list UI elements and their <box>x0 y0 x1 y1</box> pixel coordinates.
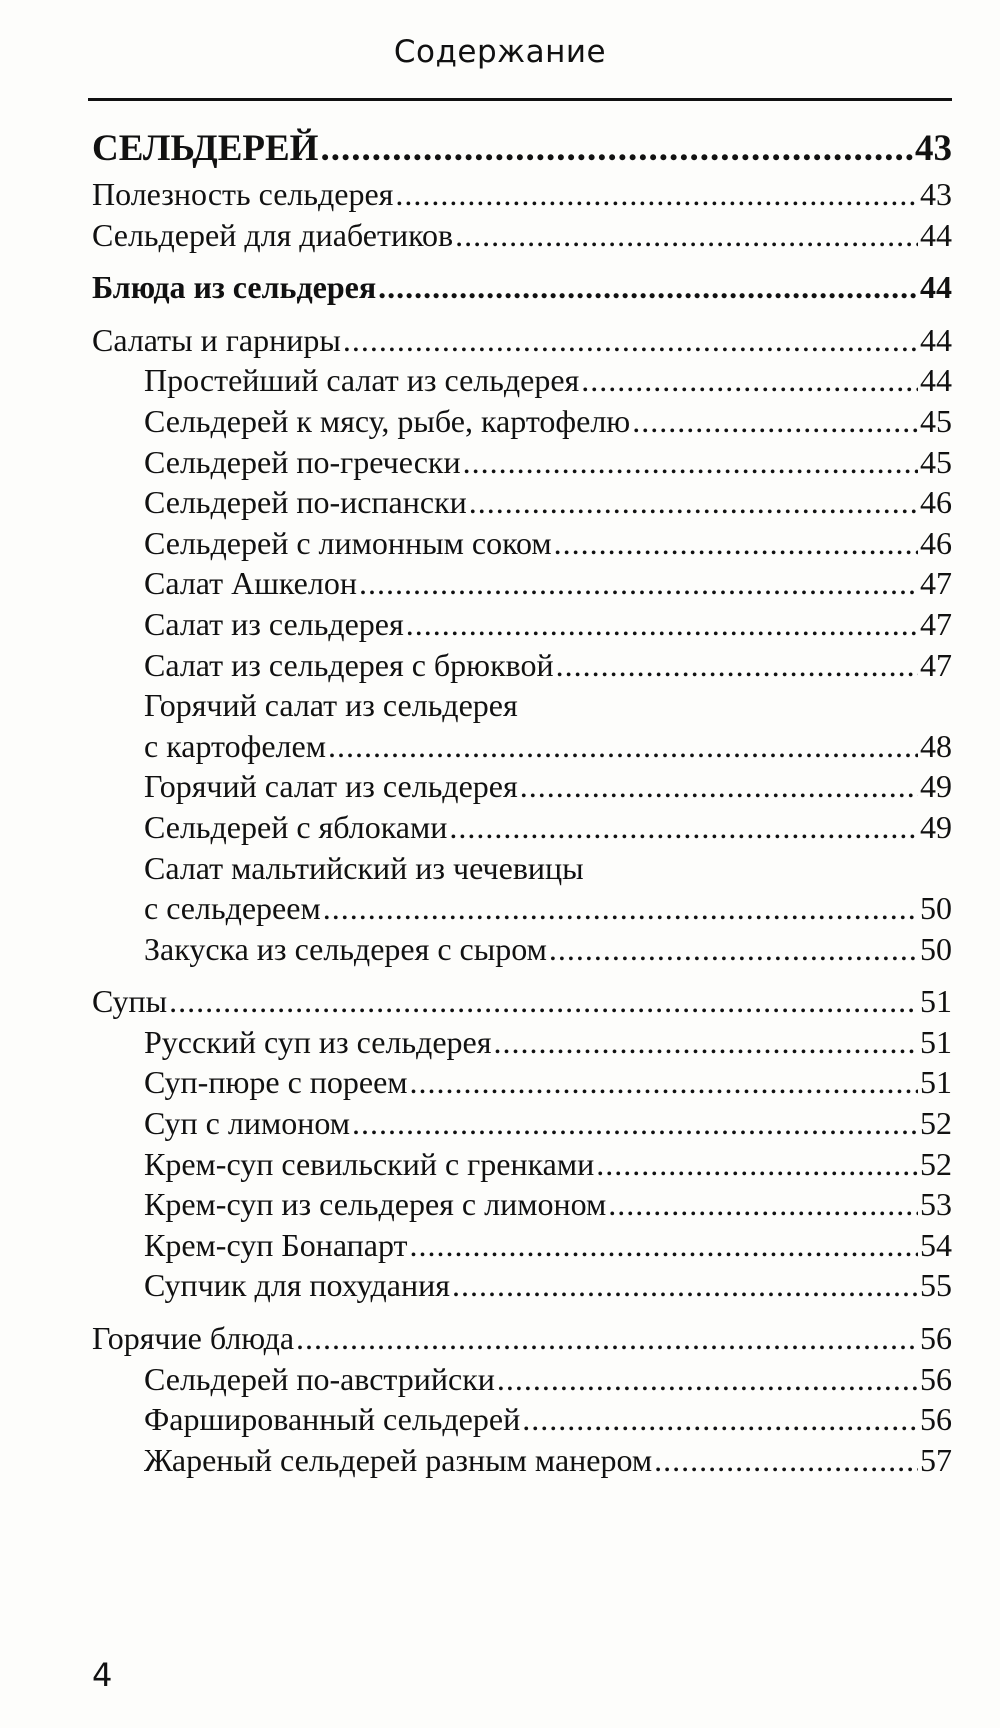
toc-entry-page: 47 <box>920 646 952 683</box>
toc-entry-page: 51 <box>920 1064 952 1101</box>
toc-entry-title: Горячий салат из сельдерея <box>144 768 518 805</box>
toc-entry-title: с сельдереем <box>144 890 321 927</box>
toc-entry-title: Жареный сельдерей разным манером <box>144 1441 653 1478</box>
toc-entry-title: Сельдерей по-испански <box>144 484 467 521</box>
toc-entry-page: 51 <box>920 1023 952 1060</box>
toc-entry <box>92 1103 952 1144</box>
dot-leader <box>169 981 918 1021</box>
toc-entry <box>92 604 952 645</box>
dot-leader <box>395 174 918 214</box>
toc-entry-continuation <box>92 726 952 767</box>
toc-entry <box>92 1318 952 1359</box>
dot-leader <box>520 766 918 806</box>
toc-entry-title: Салат из сельдерея <box>144 605 404 642</box>
header-rule <box>88 98 952 101</box>
toc-entry-page: 49 <box>920 768 952 805</box>
toc-entry <box>92 320 952 361</box>
toc-entry <box>92 981 952 1022</box>
toc-entry-title: Салат мальтийский из чечевицы <box>144 849 584 886</box>
toc-entry-page: 45 <box>920 443 952 480</box>
toc-entry-title: Суп-пюре с пореем <box>144 1064 408 1101</box>
toc-entry <box>92 1144 952 1185</box>
dot-leader <box>296 1318 918 1358</box>
toc-entry-page: 55 <box>920 1267 952 1304</box>
toc-entry-title: Фаршированный сельдерей <box>144 1401 521 1438</box>
dot-leader <box>463 442 918 482</box>
toc-entry <box>92 1184 952 1225</box>
toc-entry-title: Блюда из сельдерея <box>92 269 377 306</box>
toc-entry-page: 45 <box>920 402 952 439</box>
toc-entry-page: 44 <box>920 269 952 306</box>
toc-entry <box>92 442 952 483</box>
dot-leader <box>632 401 918 441</box>
toc-entry-title: с картофелем <box>144 727 326 764</box>
toc-entry-page: 53 <box>920 1186 952 1223</box>
toc-entry-page: 44 <box>920 216 952 253</box>
toc-entry-title: Салат Ашкелон <box>144 565 357 602</box>
toc-entry-title: Крем-суп севильский с гренками <box>144 1145 595 1182</box>
dot-leader <box>469 482 918 522</box>
toc-entry-page: 52 <box>920 1105 952 1142</box>
dot-leader <box>449 807 918 847</box>
toc-entry-page: 43 <box>920 176 952 212</box>
toc-entry-title: Сельдерей с лимонным соком <box>144 524 552 561</box>
toc-entry-page: 46 <box>920 484 952 521</box>
toc-entry-page: 47 <box>920 565 952 602</box>
toc-entry <box>92 563 952 604</box>
toc-entry <box>92 124 952 174</box>
toc-entry-page: 50 <box>920 890 952 927</box>
toc-entry-page: 44 <box>920 321 952 358</box>
toc-entry-title: Горячие блюда <box>92 1320 295 1357</box>
dot-leader <box>452 1265 918 1305</box>
dot-leader <box>497 1359 918 1399</box>
toc-entry <box>92 215 952 256</box>
toc-entry-title: Русский суп из сельдерея <box>144 1023 492 1060</box>
toc-entry-page: 49 <box>920 808 952 845</box>
table-of-contents <box>92 124 952 1480</box>
dot-leader <box>352 1103 918 1143</box>
dot-leader <box>359 563 918 603</box>
toc-entry-title: Супы <box>92 983 168 1020</box>
dot-leader <box>596 1144 918 1184</box>
toc-entry <box>92 1265 952 1306</box>
toc-entry-title: Крем-суп Бонапарт <box>144 1226 408 1263</box>
toc-entry-page: 52 <box>920 1145 952 1182</box>
toc-entry-page: 56 <box>920 1320 952 1357</box>
toc-entry-page: 48 <box>920 727 952 764</box>
toc-entry-title: Полезность сельдерея <box>92 176 394 212</box>
dot-leader <box>320 124 913 174</box>
toc-entry <box>92 267 952 308</box>
toc-entry <box>92 645 952 686</box>
toc-entry-continuation <box>92 888 952 929</box>
toc-entry-title: Сельдерей по-гречески <box>144 443 461 480</box>
dot-leader <box>328 726 918 766</box>
toc-entry <box>92 482 952 523</box>
toc-entry-title: Закуска из сельдерея с сыром <box>144 930 547 967</box>
toc-entry-title: Простейший салат из сельдерея <box>144 362 580 399</box>
toc-entry-page: 54 <box>920 1226 952 1263</box>
dot-leader <box>323 888 918 928</box>
toc-entry-page: 51 <box>920 983 952 1020</box>
toc-entry-title: Сельдерей к мясу, рыбе, картофелю <box>144 402 631 439</box>
toc-entry-title: СЕЛЬДЕРЕЙ <box>92 128 319 169</box>
toc-entry-page: 47 <box>920 605 952 642</box>
dot-leader <box>556 645 918 685</box>
dot-leader <box>343 320 918 360</box>
dot-leader <box>554 523 918 563</box>
dot-leader <box>608 1184 918 1224</box>
toc-entry-title: Крем-суп из сельдерея с лимоном <box>144 1186 607 1223</box>
toc-entry <box>92 360 952 401</box>
toc-entry <box>92 1440 952 1481</box>
dot-leader <box>549 929 918 969</box>
toc-entry <box>92 929 952 970</box>
toc-entry <box>92 401 952 442</box>
dot-leader <box>493 1022 918 1062</box>
toc-entry <box>92 1022 952 1063</box>
toc-entry <box>92 523 952 564</box>
toc-entry <box>92 685 952 726</box>
toc-entry-page: 50 <box>920 930 952 967</box>
toc-entry <box>92 807 952 848</box>
dot-leader <box>410 1225 918 1265</box>
toc-entry <box>92 848 952 889</box>
page-number: 4 <box>92 1656 113 1694</box>
dot-leader <box>522 1399 918 1439</box>
toc-entry-title: Салаты и гарниры <box>92 321 341 358</box>
toc-entry <box>92 1399 952 1440</box>
toc-entry-page: 57 <box>920 1441 952 1478</box>
dot-leader <box>406 604 918 644</box>
toc-entry <box>92 1359 952 1400</box>
toc-entry-title: Суп с лимоном <box>144 1105 350 1142</box>
dot-leader <box>378 267 918 307</box>
dot-leader <box>581 360 918 400</box>
toc-entry-page: 43 <box>915 128 952 169</box>
toc-entry-title: Горячий салат из сельдерея <box>144 687 518 724</box>
toc-entry-page: 46 <box>920 524 952 561</box>
dot-leader <box>455 215 918 255</box>
toc-entry-page: 56 <box>920 1401 952 1438</box>
toc-entry <box>92 174 952 215</box>
dot-leader <box>654 1440 918 1480</box>
toc-entry-title: Сельдерей для диабетиков <box>92 216 454 253</box>
page-header-title: Содержание <box>393 34 607 70</box>
dot-leader <box>410 1062 918 1102</box>
toc-entry-page: 56 <box>920 1360 952 1397</box>
toc-entry <box>92 1225 952 1266</box>
toc-entry-title: Супчик для похудания <box>144 1267 450 1304</box>
toc-entry <box>92 766 952 807</box>
toc-entry-title: Сельдерей с яблоками <box>144 808 448 845</box>
toc-entry <box>92 1062 952 1103</box>
toc-entry-page: 44 <box>920 362 952 399</box>
toc-entry-title: Салат из сельдерея с брюквой <box>144 646 554 683</box>
toc-entry-title: Сельдерей по-австрийски <box>144 1360 495 1397</box>
